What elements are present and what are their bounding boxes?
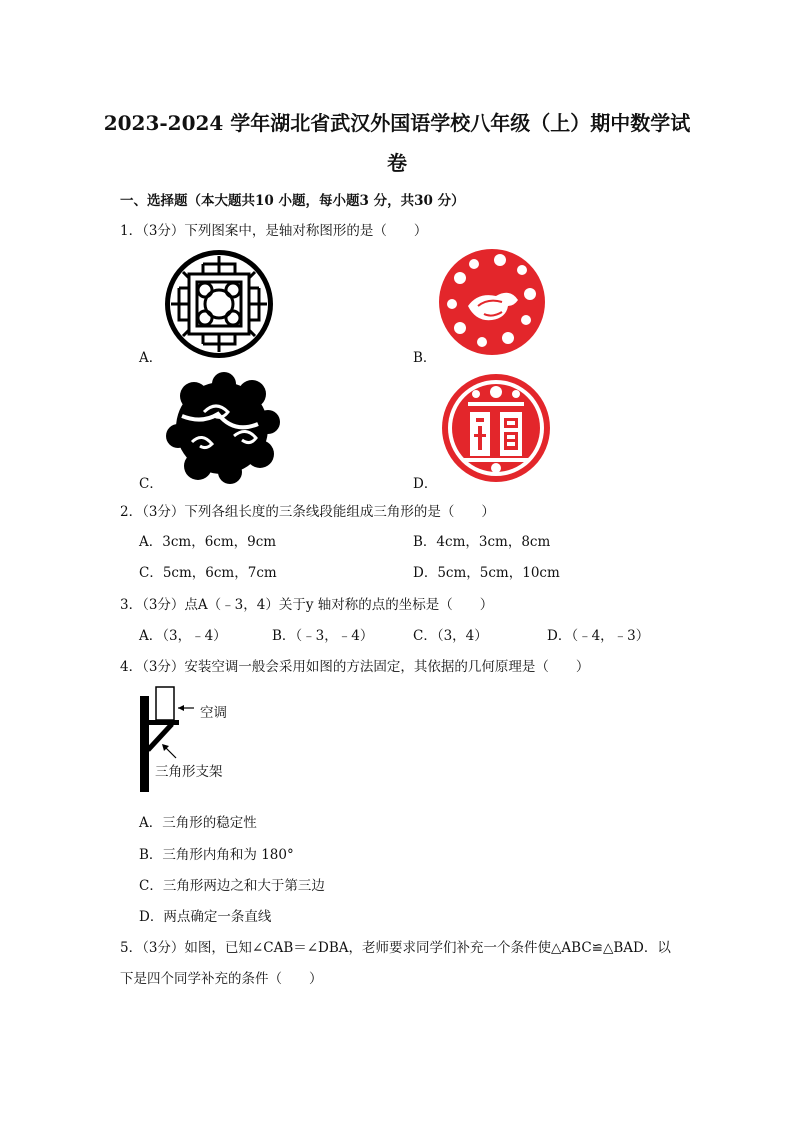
q2-option-d: D．5cm，5cm，10cm	[413, 565, 560, 581]
q4-option-d: D．两点确定一条直线	[139, 909, 272, 925]
q2-option-b: B．4cm，3cm，8cm	[413, 534, 551, 550]
q4-stem: 4．（3分）安装空调一般会采用如图的方法固定，其依据的几何原理是（ ）	[120, 659, 590, 675]
q3-option-a: A．（3，﹣4）	[139, 628, 227, 644]
q2-stem: 2．（3分）下列各组长度的三条线段能组成三角形的是（ ）	[120, 504, 495, 520]
q4-option-b: B．三角形内角和为 180°	[139, 847, 294, 863]
page-title-cont: 卷	[387, 151, 407, 175]
q3-option-c: C．（3，4）	[413, 628, 488, 644]
lattice-window-pattern	[163, 248, 275, 360]
q5-stem-line1: 5．（3分）如图，已知∠CAB＝∠DBA，老师要求同学们补充一个条件使△ABC≌△BAD．以	[120, 940, 671, 956]
section-heading: 一、选择题（本大题共10 小题，每小题3 分，共30 分）	[120, 193, 465, 209]
q1-option-a: A．	[139, 350, 163, 366]
cloud-swirl-pattern	[164, 372, 280, 484]
q4-option-a: A．三角形的稳定性	[139, 815, 257, 831]
q3-stem: 3．（3分）点A（﹣3，4）关于y 轴对称的点的坐标是（ ）	[120, 597, 494, 613]
q1-stem: 1．（3分）下列图案中，是轴对称图形的是（ ）	[120, 223, 428, 239]
red-papercut-animal-pattern	[438, 248, 546, 356]
q2-option-c: C．5cm，6cm，7cm	[139, 565, 277, 581]
q3-option-d: D．（﹣4，﹣3）	[547, 628, 650, 644]
q4-option-c: C．三角形两边之和大于第三边	[139, 878, 325, 894]
q3-option-b: B．（﹣3，﹣4）	[272, 628, 374, 644]
q2-option-a: A．3cm，6cm，9cm	[139, 534, 277, 550]
air-conditioner-label: 空调	[200, 705, 227, 721]
q5-stem-line2: 下是四个同学补充的条件（ ）	[120, 971, 323, 987]
triangle-bracket-label: 三角形支架	[155, 764, 223, 780]
q1-option-c: C．	[139, 476, 163, 492]
red-fu-character-pattern	[440, 372, 552, 484]
q1-option-b: B．	[413, 350, 437, 366]
page-title: 2023-2024 学年湖北省武汉外国语学校八年级（上）期中数学试	[103, 111, 691, 135]
q1-option-d: D．	[413, 476, 438, 492]
